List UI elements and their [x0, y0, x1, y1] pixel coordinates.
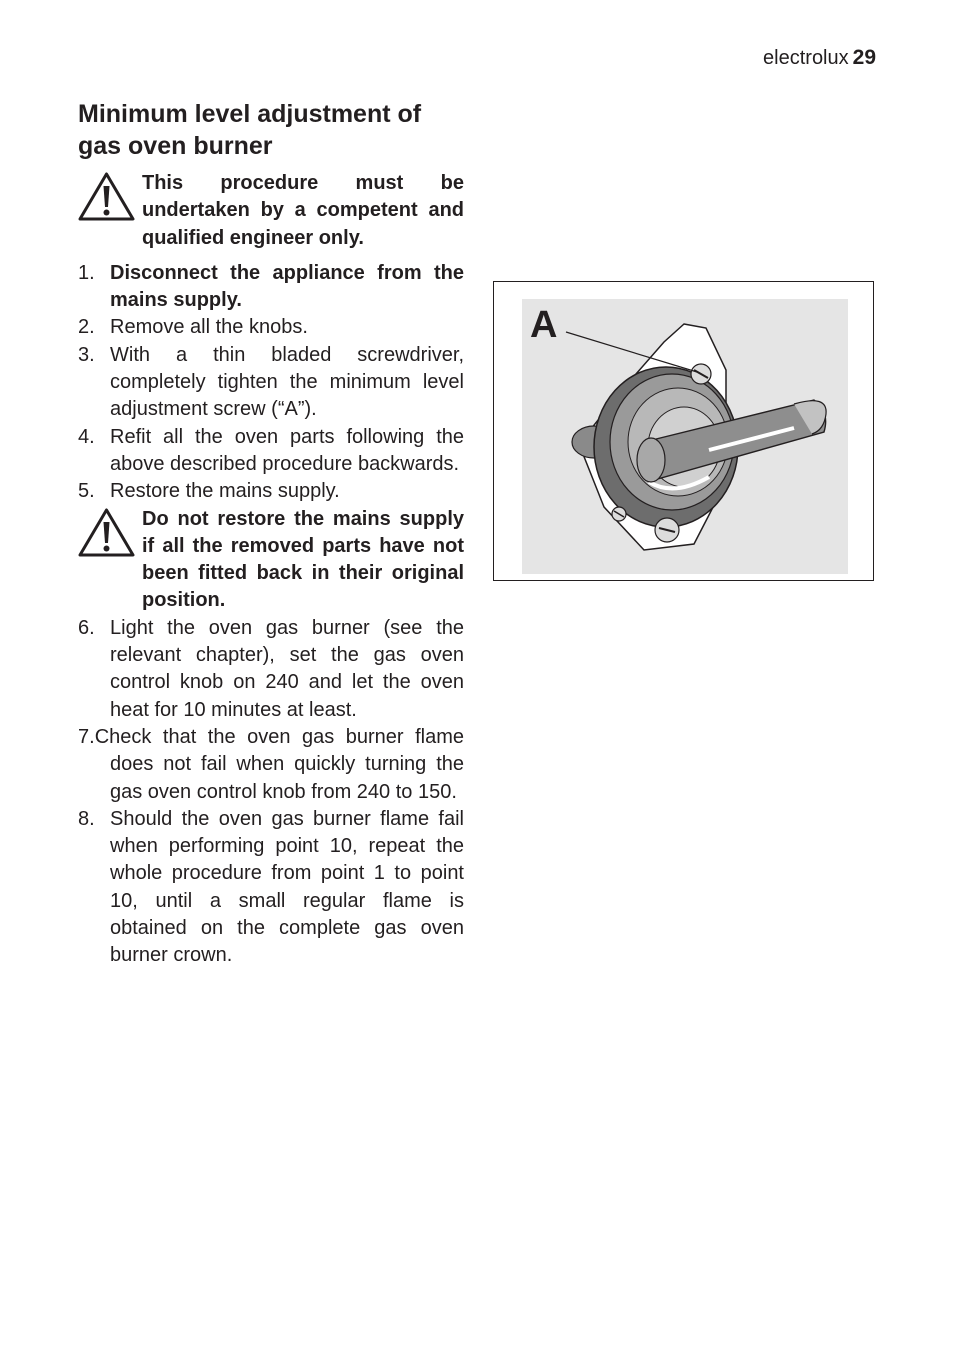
step-5: 5. Restore the mains supply.	[78, 480, 340, 503]
warning-text-1: This procedure must be undertaken by a competent and qualified engineer only.	[142, 172, 464, 249]
warning-block-2	[78, 506, 464, 615]
figure-frame	[493, 281, 874, 581]
step-4: 4. Refit all the oven parts following the above described procedure backwards.	[78, 425, 464, 475]
step-8: 8. Should the oven gas burner flame fail when performing point 10, repeat the whole procedure from point 1 to point 10, until a small regular flame is obtained on the complete gas oven burner crown.	[78, 807, 464, 967]
step-7: 7.Check that the oven gas burner flame does not fail when quickly turning the gas oven control knob from 240 to 150.	[78, 725, 464, 803]
page-header	[763, 46, 876, 70]
warning-text-2: Do not restore the mains supply if all the removed parts have not been fitted back in their original position.	[142, 507, 464, 612]
figure-label-a: A	[530, 304, 558, 346]
step-6: 6. Light the oven gas burner (see the relevant chapter), set the gas oven control knob on 240 and let the oven heat for 10 minutes at least.	[78, 616, 464, 721]
brand-name: electrolux	[763, 47, 849, 69]
instructions-column	[78, 98, 464, 970]
page-number: 29	[852, 46, 876, 69]
warning-block-1	[78, 170, 464, 252]
warning-triangle-icon	[78, 172, 135, 222]
step-2: 2. Remove all the knobs.	[78, 316, 308, 339]
section-title: Minimum level adjustment of gas oven burner	[78, 100, 422, 160]
step-1: 1. Disconnect the appliance from the mains supply.	[78, 261, 464, 312]
warning-triangle-icon	[78, 508, 135, 558]
step-3: 3. With a thin bladed screwdriver, completely tighten the minimum level adjustment screw (“A”).	[78, 343, 464, 421]
